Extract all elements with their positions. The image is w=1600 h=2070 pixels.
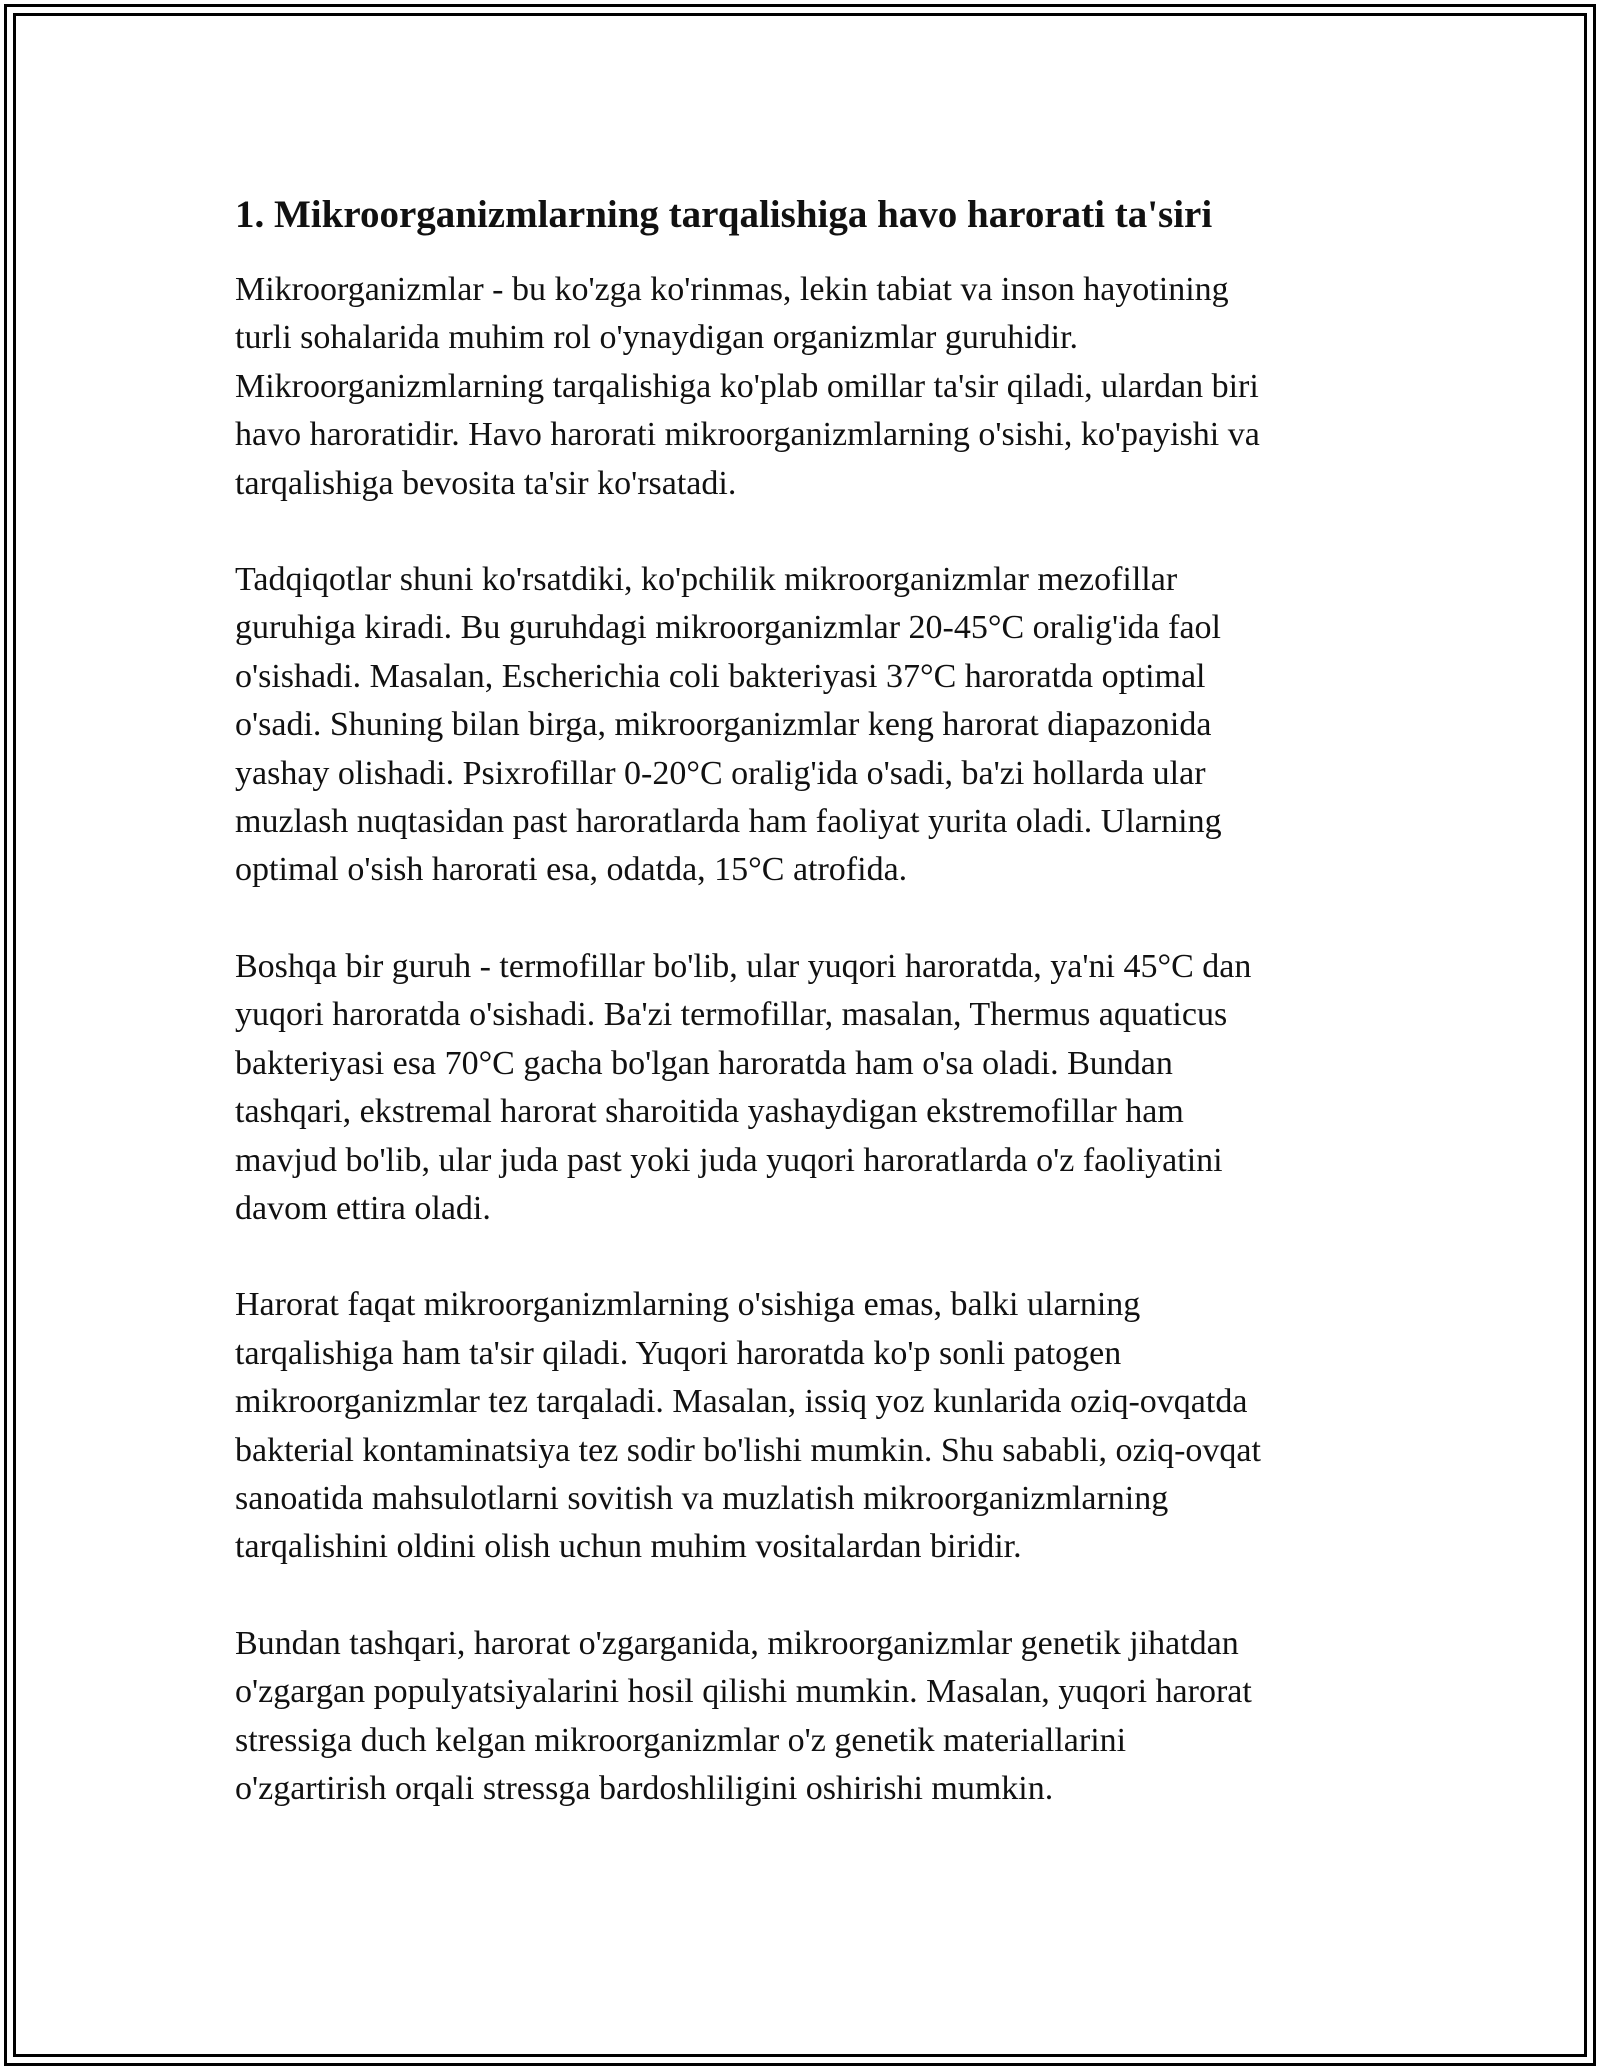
text-line: yuqori haroratda o'sishadi. Ba'zi termofillar, masalan, Thermus aquaticus bbox=[235, 996, 1228, 1034]
text-line: turli sohalarida muhim rol o'ynaydigan organizmlar guruhidir. bbox=[235, 319, 1079, 357]
text-line: bakteriyasi esa 70°C gacha bo'lgan haroratda ham o'sa oladi. Bundan bbox=[235, 1044, 1173, 1082]
text-line: bakterial kontaminatsiya tez sodir bo'lishi mumkin. Shu sababli, oziq-ovqat bbox=[235, 1431, 1261, 1469]
paragraph bbox=[235, 1620, 1375, 1814]
text-line: Mikroorganizmlarning tarqalishiga ko'plab omillar ta'sir qiladi, ulardan biri bbox=[235, 367, 1259, 405]
text-line: o'sadi. Shuning bilan birga, mikroorganizmlar keng harorat diapazonida bbox=[235, 706, 1212, 744]
text-line: optimal o'sish harorati esa, odatda, 15°C atrofida. bbox=[235, 851, 908, 889]
text-line: sanoatida mahsulotlarni sovitish va muzlatish mikroorganizmlarning bbox=[235, 1479, 1169, 1517]
paragraph-list bbox=[235, 266, 1375, 1813]
paragraph bbox=[235, 1281, 1375, 1571]
text-line: Tadqiqotlar shuni ko'rsatdiki, ko'pchilik mikroorganizmlar mezofillar bbox=[235, 561, 1178, 599]
text-line: tarqalishini oldini olish uchun muhim vositalardan biridir. bbox=[235, 1528, 1022, 1566]
paragraph bbox=[235, 556, 1375, 895]
text-line: Bundan tashqari, harorat o'zgarganida, mikroorganizmlar genetik jihatdan bbox=[235, 1624, 1239, 1662]
text-line: yashay olishadi. Psixrofillar 0-20°C oralig'ida o'sadi, ba'zi hollarda ular bbox=[235, 754, 1206, 792]
text-line: mikroorganizmlar tez tarqaladi. Masalan, issiq yoz kunlarida oziq-ovqatda bbox=[235, 1383, 1248, 1421]
text-line: tashqari, ekstremal harorat sharoitida yashaydigan ekstremofillar ham bbox=[235, 1093, 1184, 1131]
paragraph bbox=[235, 943, 1375, 1233]
text-line: Boshqa bir guruh - termofillar bo'lib, ular yuqori haroratda, ya'ni 45°C dan bbox=[235, 947, 1252, 985]
text-line: o'zgartirish orqali stressga bardoshliligini oshirishi mumkin. bbox=[235, 1769, 1054, 1807]
text-line: stressiga duch kelgan mikroorganizmlar o'z genetik materiallarini bbox=[235, 1721, 1127, 1759]
text-line: guruhiga kiradi. Bu guruhdagi mikroorganizmlar 20-45°C oralig'ida faol bbox=[235, 609, 1221, 647]
text-line: o'zgargan populyatsiyalarini hosil qilishi mumkin. Masalan, yuqori harorat bbox=[235, 1673, 1252, 1711]
text-line: Harorat faqat mikroorganizmlarning o'sishiga emas, balki ularning bbox=[235, 1286, 1141, 1324]
text-line: tarqalishiga ham ta'sir qiladi. Yuqori haroratda ko'p sonli patogen bbox=[235, 1334, 1122, 1372]
document-body bbox=[235, 190, 1375, 1861]
section-title: 1. Mikroorganizmlarning tarqalishiga havo harorati ta'siri bbox=[235, 193, 1213, 236]
text-line: Mikroorganizmlar - bu ko'zga ko'rinmas, lekin tabiat va inson hayotining bbox=[235, 271, 1229, 308]
text-line: mavjud bo'lib, ular juda past yoki juda yuqori haroratlarda o'z faoliyatini bbox=[235, 1141, 1223, 1179]
text-line: havo haroratidir. Havo harorati mikroorganizmlarning o'sishi, ko'payishi va bbox=[235, 416, 1260, 454]
text-line: tarqalishiga bevosita ta'sir ko'rsatadi. bbox=[235, 464, 737, 502]
text-line: o'sishadi. Masalan, Escherichia coli bakteriyasi 37°C haroratda optimal bbox=[235, 657, 1206, 695]
paragraph bbox=[235, 266, 1375, 508]
text-line: muzlash nuqtasidan past haroratlarda ham faoliyat yurita oladi. Ularning bbox=[235, 803, 1222, 841]
text-line: davom ettira oladi. bbox=[235, 1189, 491, 1227]
